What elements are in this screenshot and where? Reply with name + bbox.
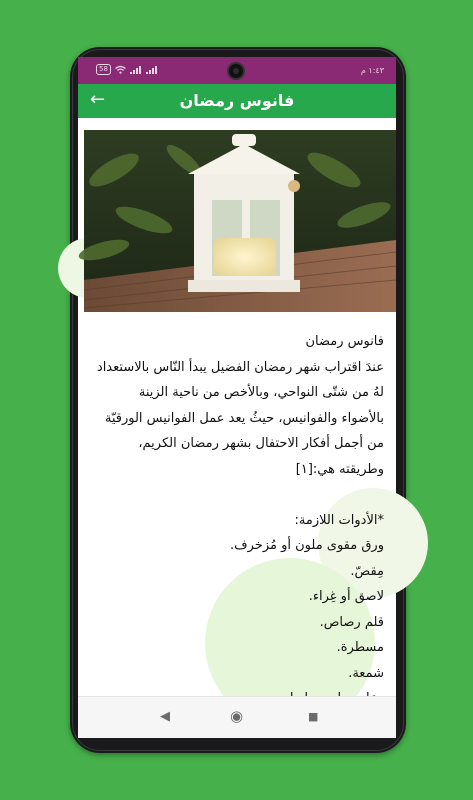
battery-icon: 58 <box>96 64 111 75</box>
article-text <box>78 329 390 712</box>
back-arrow-icon[interactable]: ← <box>90 89 106 110</box>
wifi-icon <box>115 66 126 74</box>
front-camera <box>227 62 245 80</box>
article-line <box>78 482 390 508</box>
nav-back-icon[interactable]: ◀ <box>160 709 170 724</box>
nav-recents-icon[interactable]: ■ <box>308 710 319 723</box>
article-line: وطريقته هي:[١] <box>295 461 384 477</box>
app-bar <box>78 84 396 118</box>
article-line: *الأدوات اللازمة: <box>294 512 384 528</box>
article-line: بالأضواء والفوانيس، حيثُ يعد عمل الفوانيس الورقيّة <box>104 410 384 426</box>
nav-home-icon[interactable]: ◉ <box>230 707 244 725</box>
article-line: مسطرة. <box>336 640 384 655</box>
page-title: فانوس رمضان <box>179 91 295 110</box>
lantern-image <box>84 130 396 312</box>
signal-icon-2 <box>146 66 158 74</box>
signal-icon <box>130 66 142 74</box>
article-line: شمعة. <box>348 665 384 681</box>
article-line: مِقصّ. <box>350 563 384 579</box>
status-time: ١:٤٣ م <box>360 66 384 75</box>
article-line: لهُ من شتّى النواحي، وبالأخص من ناحية الزينة <box>138 385 384 400</box>
article-line: لاصق أو غِراء. <box>308 589 384 604</box>
article-line: عندَ اقتراب شهر رمضان الفضيل يبدأ النّاس بالاستعداد <box>96 359 384 375</box>
article-line: من أجمل أفكار الاحتفال بشهر رمضان الكريم، <box>138 436 384 451</box>
screen <box>78 57 396 737</box>
system-nav-bar <box>78 696 396 738</box>
status-bar <box>78 57 396 84</box>
article-line: فانوس رمضان <box>305 334 384 349</box>
article-line: ورق مقوى ملون أو مُزخرف. <box>230 538 384 553</box>
status-icons <box>96 64 158 75</box>
article-scroll[interactable] <box>78 118 396 696</box>
article-line: قلم رصاص. <box>319 614 384 630</box>
